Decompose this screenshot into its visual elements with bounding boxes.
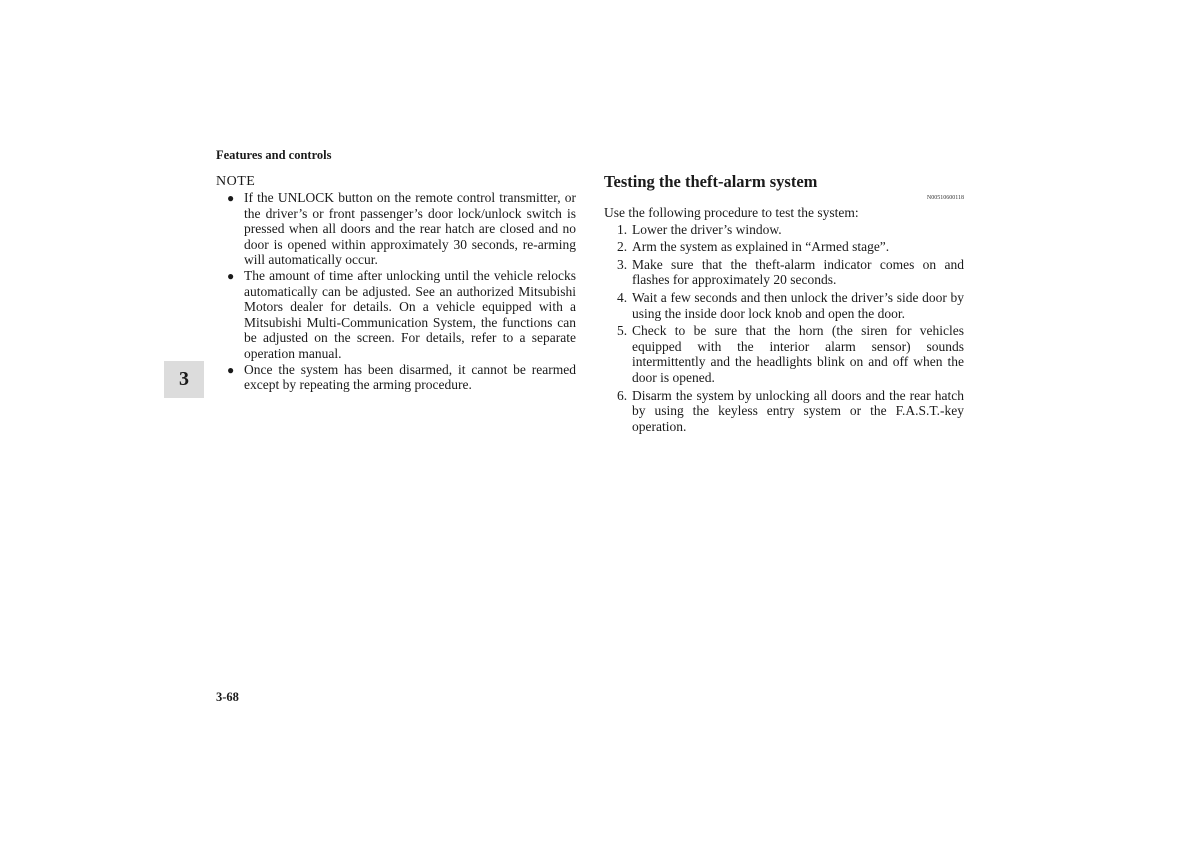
procedure-step (604, 388, 964, 435)
reference-code: N00510600118 (926, 195, 964, 201)
bullet-icon: ● (227, 191, 235, 205)
step-number: 5. (617, 323, 628, 339)
bullet-icon: ● (227, 362, 235, 377)
bullet-icon: ● (227, 268, 235, 283)
step-text: Lower the driver’s window. (632, 221, 782, 237)
note-column (216, 174, 576, 393)
procedure-steps (604, 222, 964, 435)
page-number: 3-68 (216, 690, 239, 704)
step-text: Make sure that the theft-alarm indicator comes on and flashes for approximately 20 seconds. (632, 256, 964, 288)
procedure-step (604, 323, 964, 385)
note-title: NOTE (216, 174, 256, 189)
note-item-text: If the UNLOCK button on the remote control transmitter, or the driver’s or front passenger’s door lock/unlock switch is pressed when all doors and the rear hatch are closed and no door is opened within approximately 30 seconds, re-arming will automatically occur. (244, 190, 576, 268)
note-list (216, 190, 576, 393)
note-item (216, 268, 576, 362)
step-number: 2. (617, 239, 628, 255)
note-item (216, 190, 576, 268)
testing-column (604, 172, 964, 436)
step-text: Arm the system as explained in “Armed stage”. (632, 239, 890, 255)
step-text: Check to be sure that the horn (the siren for vehicles equipped with the interior alarm sensor) sounds intermittently and the headlights blink on and off when the door is opened. (632, 323, 964, 385)
procedure-step (604, 222, 964, 238)
chapter-tab: 3 (164, 361, 204, 398)
step-text: Wait a few seconds and then unlock the driver’s side door by using the inside door lock knob and open the door. (632, 289, 964, 321)
step-number: 1. (617, 221, 628, 237)
step-number: 6. (617, 387, 628, 403)
procedure-step (604, 239, 964, 255)
note-item (216, 362, 576, 393)
step-number: 4. (617, 289, 628, 305)
procedure-step (604, 257, 964, 288)
section-header: Features and controls (216, 148, 332, 162)
procedure-step (604, 290, 964, 321)
step-text: Disarm the system by unlocking all doors and the rear hatch by using the keyless entry system or the F.A.S.T.-key operation. (632, 387, 964, 434)
step-number: 3. (617, 256, 628, 272)
section-title: Testing the theft-alarm system (604, 172, 818, 191)
intro-text: Use the following procedure to test the system: (604, 205, 859, 220)
note-item-text: Once the system has been disarmed, it cannot be rearmed except by repeating the arming procedure. (244, 361, 576, 393)
note-item-text: The amount of time after unlocking until the vehicle relocks automatically can be adjusted. See an authorized Mitsubishi Motors dealer for details. On a vehicle equipped with a Mitsubishi Multi-Communication System, the functions can be adjusted on the screen. For details, refer to a separate operation manual. (244, 267, 576, 361)
